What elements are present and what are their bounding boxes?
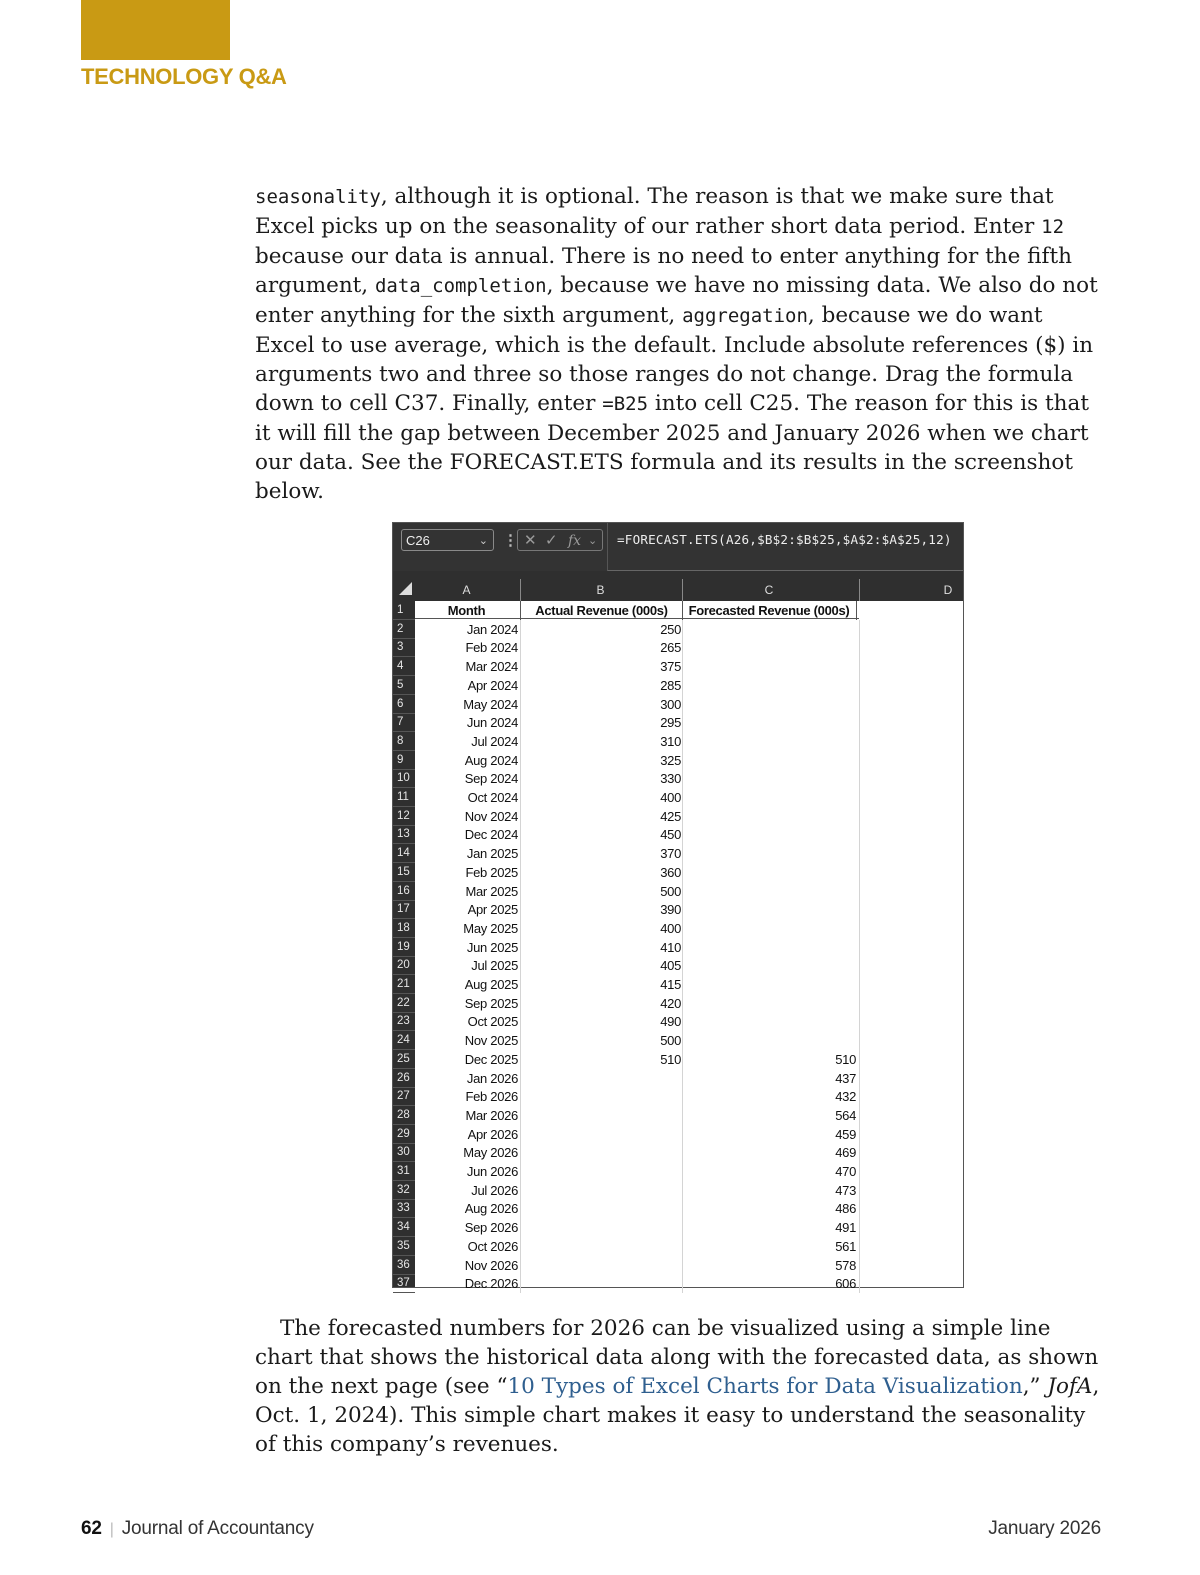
forecast-revenue-cell[interactable] [682,882,856,901]
actual-revenue-cell[interactable]: 400 [660,920,681,936]
actual-revenue-cell[interactable] [520,1218,681,1237]
code-aggregation: aggregation [682,305,808,327]
forecast-revenue-cell[interactable] [682,994,856,1013]
month-cell[interactable]: Sep 2025 [464,995,518,1011]
actual-revenue-cell[interactable]: 510 [660,1051,681,1067]
row-number[interactable]: 2 [393,620,415,639]
month-cell[interactable]: Aug 2024 [464,752,518,768]
row-number[interactable]: 32 [393,1181,415,1200]
row-number[interactable]: 12 [393,807,415,826]
text-run: , because we have no missing data. We also do not enter anything for the sixth argument, [255,273,1098,328]
month-cell[interactable]: Jun 2025 [466,939,518,955]
text-run: into cell C25. The reason for this is that it will fill the gap between December 2025 and January 2026 when we chart our data. See the FORECAST.ETS formula and its results in the screenshot below. [255,391,1089,504]
forecast-revenue-cell[interactable] [682,620,856,639]
month-cell[interactable]: May 2024 [463,696,518,712]
month-cell[interactable]: Sep 2024 [464,771,518,787]
footer-separator: | [109,1521,114,1538]
actual-revenue-cell[interactable]: 400 [660,790,681,805]
text-run: , because we do want Excel to use average, which is the default. Include absolute references ($) in arguments two and three so those ranges do not change. Drag the formula down to cell C37. Finally, enter [255,303,1094,416]
month-cell[interactable]: Feb 2024 [465,640,518,656]
actual-revenue-cell[interactable] [520,1106,681,1125]
month-cell[interactable]: Apr 2026 [467,1126,518,1142]
code-12: 12 [1041,216,1065,238]
gridline-vertical [682,620,683,1293]
month-cell[interactable]: Mar 2024 [465,659,518,675]
forecast-revenue-cell[interactable] [682,900,856,919]
row-number[interactable]: 3 [393,638,415,657]
row-number[interactable]: 8 [393,732,415,751]
forecast-revenue-cell[interactable]: 437 [835,1070,856,1086]
actual-revenue-cell[interactable]: 310 [660,733,681,749]
row-number[interactable]: 16 [393,882,415,901]
row-number[interactable]: 10 [393,769,415,788]
month-cell[interactable]: Oct 2026 [467,1238,518,1254]
text-run: , Oct. 1, 2024). This simple chart makes it easy to understand the seasonality of this company’s revenues. [255,1374,1100,1457]
actual-revenue-cell[interactable] [520,1199,681,1218]
month-cell[interactable]: Aug 2025 [464,977,518,992]
formula-bar [393,523,963,571]
row-number[interactable]: 6 [393,695,415,714]
actual-revenue-cell[interactable]: 410 [660,939,681,955]
actual-revenue-cell[interactable]: 500 [660,883,681,899]
row-number[interactable]: 1 [393,601,415,620]
row-number[interactable]: 24 [393,1031,415,1050]
month-cell[interactable]: Jul 2026 [471,1182,518,1198]
column-header-a[interactable]: A [462,583,471,597]
formula-input-area[interactable] [607,523,963,571]
row-number[interactable]: 15 [393,863,415,882]
month-cell[interactable]: Dec 2026 [464,1276,518,1292]
column-header-d[interactable]: D [943,583,953,597]
forecast-revenue-cell[interactable]: 491 [835,1220,856,1236]
row-number[interactable]: 33 [393,1199,415,1218]
month-cell[interactable]: Jul 2025 [471,958,518,974]
code-seasonality: seasonality [255,186,381,208]
month-cell[interactable]: Nov 2026 [464,1257,518,1273]
page-number: 62 [81,1518,102,1539]
actual-revenue-cell[interactable]: 295 [660,715,681,731]
row-number[interactable]: 20 [393,956,415,975]
gridline-vertical [520,620,521,1293]
actual-revenue-cell[interactable]: 325 [660,752,681,768]
row-number[interactable]: 37 [393,1274,415,1293]
actual-revenue-cell[interactable]: 250 [660,621,681,637]
text-run: , although it is optional. The reason is that we make sure that Excel picks up on the seasonality of our rather short data period. Enter [255,184,1054,239]
actual-revenue-cell[interactable]: 415 [660,977,681,992]
forecast-revenue-cell[interactable]: 469 [835,1145,856,1161]
row-number[interactable]: 7 [393,713,415,732]
row-number[interactable]: 17 [393,900,415,919]
row-number[interactable]: 13 [393,825,415,844]
journal-abbrev: JofA [1047,1374,1093,1399]
month-cell[interactable]: Apr 2024 [467,677,518,693]
actual-revenue-cell[interactable]: 370 [660,846,681,862]
month-cell[interactable]: Feb 2026 [465,1089,518,1105]
issue-date: January 2026 [988,1518,1101,1539]
actual-revenue-cell[interactable]: 265 [660,640,681,656]
row-number[interactable]: 9 [393,751,415,770]
row-number[interactable]: 4 [393,657,415,676]
month-cell[interactable]: May 2026 [463,1145,518,1161]
row-number[interactable]: 28 [393,1106,415,1125]
actual-revenue-cell[interactable] [520,1143,681,1162]
text-run: The forecasted numbers for 2026 can be visualized using a simple line chart that shows the historical data along with the forecasted data, as shown on the next page (see “ [255,1316,1099,1399]
month-cell[interactable]: Mar 2026 [465,1107,518,1123]
header-cell-actual[interactable]: Actual Revenue (000s) [520,601,683,620]
actual-revenue-cell[interactable] [520,1125,681,1144]
forecast-revenue-cell[interactable]: 510 [835,1051,856,1067]
article-link[interactable]: 10 Types of Excel Charts for Data Visualization [507,1374,1023,1399]
header-row-border [415,618,859,619]
row-number[interactable]: 30 [393,1143,415,1162]
month-cell[interactable]: Nov 2024 [464,808,518,824]
column-divider[interactable] [859,579,860,601]
row-number[interactable]: 14 [393,844,415,863]
actual-revenue-cell[interactable] [520,1181,681,1200]
forecast-revenue-cell[interactable] [682,732,856,751]
actual-revenue-cell[interactable] [520,1087,681,1106]
formula-input[interactable]: =FORECAST.ETS(A26,$B$2:$B$25,$A$2:$A$25,12) [617,532,952,547]
month-cell[interactable]: Oct 2024 [467,790,518,805]
header-cell-forecast[interactable]: Forecasted Revenue (000s) [682,601,857,620]
code-b25: =B25 [602,393,649,415]
forecast-revenue-cell[interactable]: 561 [835,1238,856,1254]
header-color-block [81,0,230,60]
actual-revenue-cell[interactable]: 285 [660,677,681,693]
forecast-revenue-cell[interactable] [682,919,856,938]
month-cell[interactable]: Jun 2024 [466,715,518,731]
row-number[interactable]: 11 [393,788,415,807]
forecast-revenue-cell[interactable]: 432 [835,1089,856,1105]
forecast-revenue-cell[interactable] [682,975,856,994]
forecast-revenue-cell[interactable]: 564 [835,1107,856,1123]
month-cell[interactable]: Jul 2024 [471,733,518,749]
actual-revenue-cell[interactable] [520,1274,681,1293]
forecast-revenue-cell[interactable] [682,825,856,844]
forecast-revenue-cell[interactable] [682,1012,856,1031]
cancel-icon[interactable]: ✕ [524,532,537,549]
forecast-revenue-cell[interactable]: 473 [835,1182,856,1198]
actual-revenue-cell[interactable]: 375 [660,659,681,675]
publication-name: Journal of Accountancy [121,1518,314,1539]
enter-icon[interactable]: ✓ [545,532,558,549]
row-number[interactable]: 18 [393,919,415,938]
month-cell[interactable]: Dec 2025 [464,1051,518,1067]
row-number[interactable]: 27 [393,1087,415,1106]
month-cell[interactable]: Apr 2025 [467,902,518,918]
forecast-revenue-cell[interactable]: 470 [835,1164,856,1179]
row-number[interactable]: 35 [393,1237,415,1256]
row-number[interactable]: 23 [393,1012,415,1031]
actual-revenue-cell[interactable]: 420 [660,995,681,1011]
text-run: ,” [1022,1374,1048,1399]
row-number[interactable]: 34 [393,1218,415,1237]
spreadsheet-screenshot [392,522,964,1292]
select-all-icon [399,582,412,595]
insert-function-icon[interactable]: fx [568,533,582,549]
month-cell[interactable]: Sep 2026 [464,1220,518,1236]
actual-revenue-cell[interactable] [520,1237,681,1256]
forecast-revenue-cell[interactable]: 486 [835,1201,856,1217]
forecast-revenue-cell[interactable] [682,1031,856,1050]
forecast-revenue-cell[interactable] [682,695,856,714]
column-header-c[interactable]: C [764,583,774,597]
row-number[interactable]: 36 [393,1256,415,1275]
chevron-down-icon[interactable]: ⌄ [588,535,598,547]
row-number[interactable]: 25 [393,1050,415,1069]
actual-revenue-cell[interactable]: 490 [660,1014,681,1030]
code-data-completion: data_completion [374,275,547,297]
forecast-revenue-cell[interactable] [682,788,856,807]
month-cell[interactable]: Oct 2025 [467,1014,518,1030]
section-label: TECHNOLOGY Q&A [81,64,287,89]
forecast-revenue-cell[interactable] [682,844,856,863]
forecast-revenue-cell[interactable]: 606 [835,1276,856,1292]
formula-controls [517,529,603,551]
actual-revenue-cell[interactable]: 390 [660,902,681,918]
header-cell-month[interactable]: Month [447,603,486,618]
forecast-revenue-cell[interactable] [682,657,856,676]
forecast-revenue-cell[interactable]: 578 [835,1257,856,1273]
forecast-revenue-cell[interactable] [682,769,856,788]
actual-revenue-cell[interactable]: 425 [660,808,681,824]
month-cell[interactable]: Dec 2024 [464,827,518,843]
actual-revenue-cell[interactable]: 300 [660,696,681,712]
column-header-bar [393,571,963,601]
row-number[interactable]: 31 [393,1162,415,1181]
forecast-revenue-cell[interactable] [682,751,856,770]
gridline-vertical [859,620,860,1293]
actual-revenue-cell[interactable]: 500 [660,1033,681,1049]
actual-revenue-cell[interactable] [520,1162,681,1181]
forecast-revenue-cell[interactable]: 459 [835,1126,856,1142]
month-cell[interactable]: Jun 2026 [466,1164,518,1179]
forecast-revenue-cell[interactable] [682,713,856,732]
row-number[interactable]: 19 [393,938,415,957]
row-number[interactable]: 29 [393,1125,415,1144]
forecast-revenue-cell[interactable] [682,956,856,975]
body-paragraph-1 [255,182,1105,506]
row-header-column [393,601,415,1290]
month-cell[interactable]: Feb 2025 [465,864,518,880]
month-cell[interactable]: May 2025 [463,920,518,936]
month-cell[interactable]: Jan 2026 [466,1070,518,1086]
row-number[interactable]: 26 [393,1069,415,1088]
forecast-revenue-cell[interactable] [682,807,856,826]
actual-revenue-cell[interactable]: 360 [660,864,681,880]
row-number[interactable]: 21 [393,975,415,994]
chevron-down-icon[interactable]: ⌄ [478,535,488,547]
row-number[interactable]: 22 [393,994,415,1013]
text-run: because our data is annual. There is no need to enter anything for the fifth argument, [255,244,1072,298]
month-cell[interactable]: Nov 2025 [464,1033,518,1049]
forecast-revenue-cell[interactable] [682,676,856,695]
more-options-icon[interactable]: ⋮ [503,532,518,549]
actual-revenue-cell[interactable]: 330 [660,771,681,787]
actual-revenue-cell[interactable]: 405 [660,958,681,974]
month-cell[interactable]: Jan 2024 [466,621,518,637]
column-header-b[interactable]: B [596,583,605,597]
forecast-revenue-cell[interactable] [682,938,856,957]
actual-revenue-cell[interactable]: 450 [660,827,681,843]
body-paragraph-2 [255,1314,1105,1459]
actual-revenue-cell[interactable] [520,1069,681,1088]
month-cell[interactable]: Aug 2026 [464,1201,518,1217]
select-all-corner[interactable] [393,571,415,601]
name-box[interactable] [401,529,494,551]
month-cell[interactable]: Mar 2025 [465,883,518,899]
actual-revenue-cell[interactable] [520,1256,681,1275]
name-box-value: C26 [406,533,430,548]
month-cell[interactable]: Jan 2025 [466,846,518,862]
footer-left [81,1518,314,1540]
forecast-revenue-cell[interactable] [682,863,856,882]
forecast-revenue-cell[interactable] [682,638,856,657]
row-number[interactable]: 5 [393,676,415,695]
